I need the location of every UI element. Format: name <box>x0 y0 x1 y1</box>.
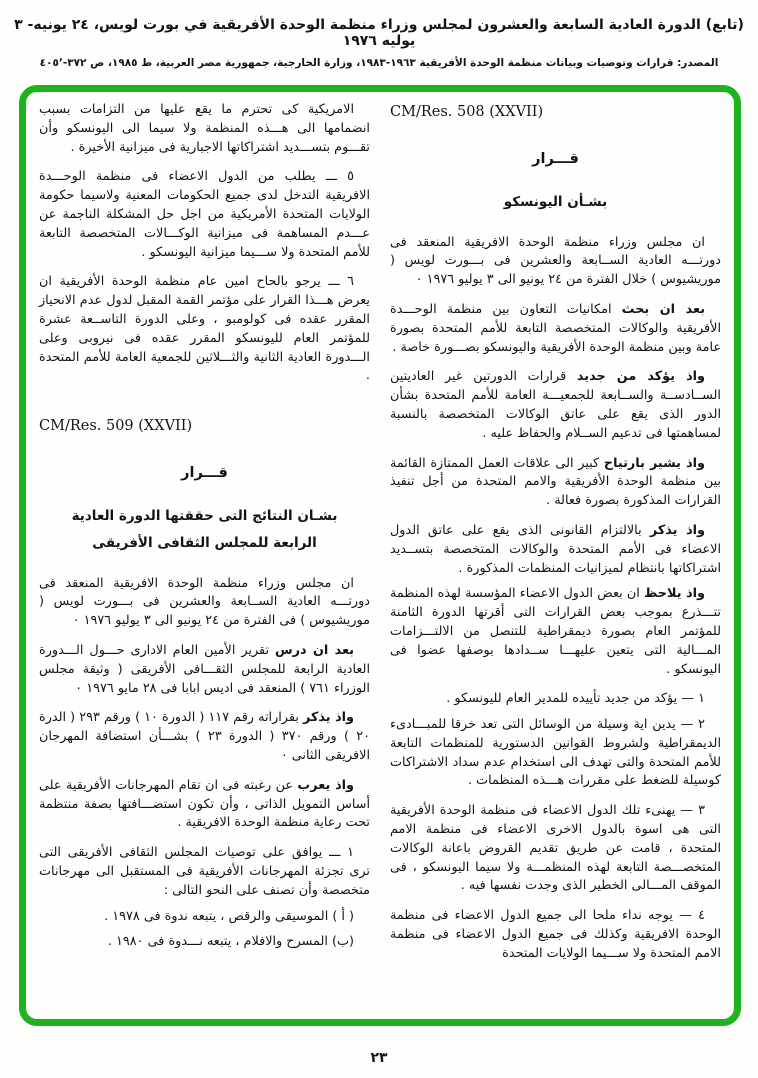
paragraph-lead: واذ يشير بارتياح <box>603 455 705 471</box>
paragraph-lead: واذ يلاحظ <box>644 586 706 602</box>
paragraph-text: بقراراته رقم ١١٧ ( الدورة ١٠ ) ورقم ٢٩٣ ( الدرة ٢٠ ) ورقم ٣٧٠ ( الدورة ٢٣ ) بشـــأن استضافة المهرجان الافريقى الثانى ٠ <box>39 710 370 764</box>
numbered-clause-1 <box>39 844 370 900</box>
resolution-id-508: CM/Res. 508 (XXVII) <box>390 104 544 120</box>
resolution-id-509: CM/Res. 509 (XXVII) <box>39 418 193 435</box>
paragraph-lead: واذ يؤكد من جديد <box>576 369 706 385</box>
paragraph-text: ان مجلس وزراء منظمة الوحدة الافريقية المنعقد فى دورتـــه العادية الســابعة والعشرين فى بـــورت لويس ( موريشيوس ) فى الفترة من ٢٤ يونيو الى ٣ يوليو ١٩٧٦ ٠ <box>39 575 370 629</box>
paragraph <box>390 585 721 679</box>
header-source-line: المصدر: قرارات وتوصيات وبيانات منظمة الوحدة الأفريقية ١٩٦٣-١٩٨٣، وزارة الخارجية، جمهورية مصر العربية، ط ١٩٨٥، ص ٣٧٢-٤٠٥٬ <box>39 57 719 69</box>
paragraph-continuation <box>39 101 370 157</box>
numbered-clause-2 <box>390 716 721 791</box>
paragraph-lead: واذ يذكر <box>303 710 354 726</box>
page-header <box>0 0 758 69</box>
paragraph <box>39 642 370 698</box>
paragraph <box>39 709 370 765</box>
paragraph-lead: واذ يعرب <box>297 777 354 793</box>
resolution-509-subtitle-line2: الرابعة للمجلس الثقافى الأفريقى <box>92 534 317 551</box>
resolution-509-title: قـــرار <box>181 465 228 482</box>
column-right <box>390 101 721 1019</box>
numbered-clause-3 <box>390 802 721 896</box>
numbered-clause-4 <box>390 907 721 963</box>
paragraph-text: ٤ — يوجه نداء ملحا الى جميع الدول الاعضاء فى منظمة الوحدة الافريقية وكذلك فى جميع الدول الاعضاء فى منظمة الامم المتحدة ولا ســـيما الولايات المتحدة <box>390 908 721 961</box>
page-number: ٢٣ <box>370 1050 388 1066</box>
paragraph-text: امكانيات التعاون بين منظمة الوحـــدة الأفريقية والوكالات المتخصصة التابعة للأمم المتحدة بصورة عامة وبين منظمة الوحدة الأفريقية واليونسكو بصـــورة خاصة . <box>390 301 721 355</box>
column-left <box>39 101 370 1019</box>
paragraph-lead: بعد ان درس <box>275 643 355 659</box>
paragraph-text: ان مجلس وزراء منظمة الوحدة الافريقية المنعقد فى دورتـــه العادية الســابعة والعشرين فى بـــورت لويس ( موريشيوس ) خلال الفترة من ٢٤ يونيو الى ٣ يوليو ١٩٧٦ ٠ <box>390 234 721 288</box>
paragraph-lead: بعد ان بحث <box>621 301 705 317</box>
paragraph-text: الامريكية كى تحترم ما يقع عليها من التزامات بسبب انضمامها الى هـــذه المنظمة ولا سيما الى اليونسكو وأن تقـــوم بتســـديد اشتراكاتها الاجبارية فى ميزانية الأخيرة . <box>39 102 370 155</box>
paragraph-text: ٦ ـــ يرجو بالحاح امين عام منظمة الوحدة الأفريقية ان يعرض هـــذا القرار على مؤتمر القمة المقبل لدول عدم الانحياز المقرر عقده فى كولومبو ، وعلى الدورة التاســعة عشرة للمؤتمر العام لليونسكو المقرر عقده فى نيروبى وعلى الـــدورة العادية الثانية والثـــلاثين للجمعية العامة للأمم المتحدة . <box>39 274 370 384</box>
paragraph-text: بالالتزام القانونى الذى يقع على عاتق الدول الاعضاء فى الأمم المتحدة والوكالات المتخصصة بتســديد اشتراكاتها بانتظام لميزانيات المنظمات المذكورة . <box>390 522 721 576</box>
paragraph <box>390 455 721 511</box>
paragraph-text: ٥ ـــ يطلب من الدول الاعضاء فى منظمة الوحـــدة الافريقية التدخل لدى جميع الحكومات المعنية ولاسيما حكومة الولايات المتحدة الأمريكية من اجل حل المشكلة الناجمة عن عـــدم المساهمة فى ميزانية الوكـــالات المتخصصة التابعة للأمم المتحدة ولا ســـيما ميزانية اليونسكو . <box>39 169 370 260</box>
resolution-508-subtitle: بشـأن اليونسكو <box>503 193 608 210</box>
paragraph-text: ١ — يؤكد من جديد تأييده للمدير العام لليونسكو . <box>446 691 705 707</box>
list-item-a <box>39 908 370 927</box>
paragraph-text: تقرير الأمين العام الادارى حـــول الـــدورة العادية الرابعة للمجلس الثقـــافى الأفريقى ( وثيقة مجلس الوزراء ٧٦١ ) المنعقد فى اديس ابابا فى ٢٨ مايو ١٩٧٦ ٠ <box>39 643 370 696</box>
paragraph-text: عن رغبته فى ان تقام المهرجانات الأفريقية على أساس التمويل الذاتى ، وأن تكون استضـــافتها بصفة منتظمة تحت رعاية منظمة الوحدة الافريقية . <box>39 777 370 831</box>
paragraph <box>390 234 721 290</box>
paragraph-text: ٣ — يهنىء تلك الدول الاعضاء فى منظمة الوحدة الأفريقية التى هى اسوة بالدول الاخرى الاعضاء فى منظمة الامم المتحدة ، قامت عن طريق تقديم القروض باعانة الوكالات المتخصـــصة التابعة لهذه المنظمـــة ولا سيما اليونسكو ، فى الموقف المـــالى الخطير الذى وجدت نفسها فيه . <box>390 803 721 894</box>
resolution-509-subtitle-line1: بشـان النتائج التى حققتها الدورة العادية <box>71 507 338 524</box>
paragraph-text: قرارات الدورتين غير العاديتين الســادســة والســابعة للجمعيـــة العامة للأمم المتحدة بشأن الدور الذى يقع على عاتق الوكالات المتخصصة بالنسبة لمساهمتها فى تدعيم الســلام والحفاظ عليه . <box>390 369 721 441</box>
paragraph-lead: واذ يذكر <box>649 522 705 538</box>
paragraph <box>390 301 721 357</box>
paragraph <box>39 777 370 833</box>
numbered-clause-5 <box>39 168 370 262</box>
header-title: (تابع) الدورة العادية السابعة والعشرون لمجلس وزراء منظمة الوحدة الأفريقية في بورت لويس، ٢٤ يونيه- ٣ يوليه ١٩٧٦ <box>14 17 744 49</box>
paragraph <box>390 368 721 443</box>
paragraph-text: ١ ـــ يوافق على توصيات المجلس الثقافى الأفريقى التى ترى تجزئة المهرجانات الأفريقية فى المستقبل الى مهرجانات متخصصة وأن تصنف على النحو التالى : <box>39 845 370 898</box>
numbered-clause-1 <box>390 690 721 709</box>
resolution-508-title: قـــرار <box>532 151 579 168</box>
list-item-b <box>39 933 370 952</box>
numbered-clause-6 <box>39 273 370 386</box>
paragraph-text: ( أ ) الموسيقى والرقص ، يتبعه ندوة فى ١٩٧٨ . <box>104 908 354 924</box>
paragraph-text: ان بعض الدول الاعضاء المؤسسة لهذه المنظمة تتـــذرع بموجب بعض القرارات التى أقرتها الدورة الثامنة للمؤتمر العام بصورة ديمقراطية للتنصل من الالتـــزامات المـــالية التى يتعين عليهـــا ســدادها بوصفها عضوا فى اليونسكو . <box>390 586 721 677</box>
paragraph-text: كبير الى علاقات العمل الممتازة القائمة بين منظمة الوحدة الأفريقية والامم المتحدة من أجل تنفيذ القرارات المذكورة بصورة فعالة . <box>390 455 721 509</box>
paragraph <box>390 522 721 578</box>
paragraph <box>39 575 370 631</box>
green-border-frame <box>19 85 741 1026</box>
paragraph-text: ٢ — يدين اية وسيلة من الوسائل التى تعد خرقا للمبـــادىء الديمقراطية ولشروط القوانين الدستورية للمنظمات التابعة للأمم المتحدة والتى تهدف الى استخدام عدم سداد الاشتراكات كوسيلة للضغط على مقررات هـــذه المنظمات . <box>390 717 721 789</box>
paragraph-text: (ب) المسرح والافلام ، يتبعه نـــدوة فى ١٩٨٠ . <box>107 934 354 950</box>
